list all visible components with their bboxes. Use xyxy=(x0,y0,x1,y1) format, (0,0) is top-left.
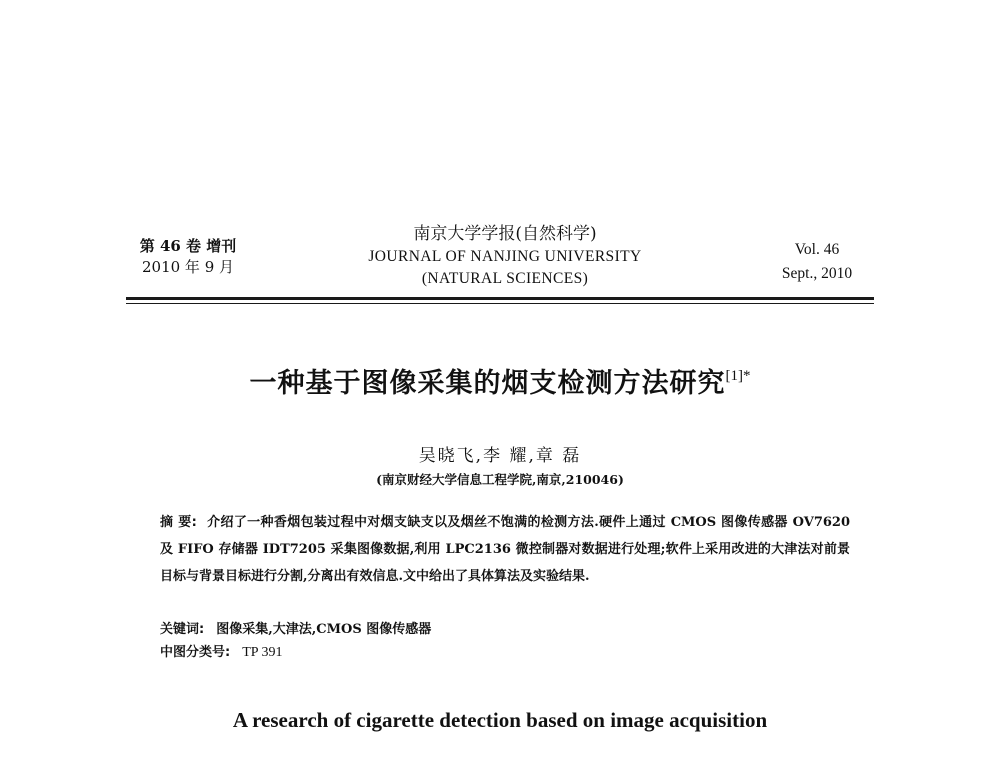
journal-title-block xyxy=(320,222,690,290)
keywords-label: 关键词: xyxy=(160,622,205,637)
keywords-text: 图像采集,大津法,CMOS 图像传感器 xyxy=(216,622,432,637)
date-cn: 2010 年 9 月 xyxy=(141,258,235,276)
title-reference-mark: [1]* xyxy=(725,368,751,384)
classification-label: 中图分类号: xyxy=(160,645,231,660)
volume-en: Vol. 46 xyxy=(794,241,840,258)
affiliation: (南京财经大学信息工程学院,南京,210046) xyxy=(376,472,624,487)
classification-text: TP 391 xyxy=(242,645,283,660)
abstract xyxy=(160,509,850,590)
header-rule-thin xyxy=(126,303,874,304)
journal-name-cn: 南京大学学报(自然科学) xyxy=(413,224,597,244)
journal-volume-en-block xyxy=(758,238,876,286)
authors: 吴晓飞,李 耀,章 磊 xyxy=(418,446,582,466)
article-title-en: A research of cigarette detection based on image acquisition xyxy=(232,708,768,732)
volume-cn: 第 46 卷 增刊 xyxy=(139,237,237,255)
classification xyxy=(160,643,850,663)
abstract-text: 介绍了一种香烟包装过程中对烟支缺支以及烟丝不饱满的检测方法.硬件上通过 CMOS 图像传感器 OV7620 及 FIFO 存储器 IDT7205 采集图像数据,利用 LPC2136 微控制器对数据进行处理;软件上采用改进的大津法对前景目标与背景目标进行分割,分离出有效信息.文中给出了具体算法及实验结果. xyxy=(160,515,850,584)
header-rule-thick xyxy=(126,297,874,300)
journal-name-en-sub: (NATURAL SCIENCES) xyxy=(421,270,589,287)
date-en: Sept., 2010 xyxy=(781,265,853,282)
journal-volume-block xyxy=(128,236,248,278)
article-title-text: 一种基于图像采集的烟支检测方法研究 xyxy=(249,368,726,399)
article-title xyxy=(120,358,880,402)
abstract-label: 摘 要: xyxy=(160,515,197,530)
keywords xyxy=(160,620,850,640)
journal-name-en: JOURNAL OF NANJING UNIVERSITY xyxy=(368,248,642,265)
